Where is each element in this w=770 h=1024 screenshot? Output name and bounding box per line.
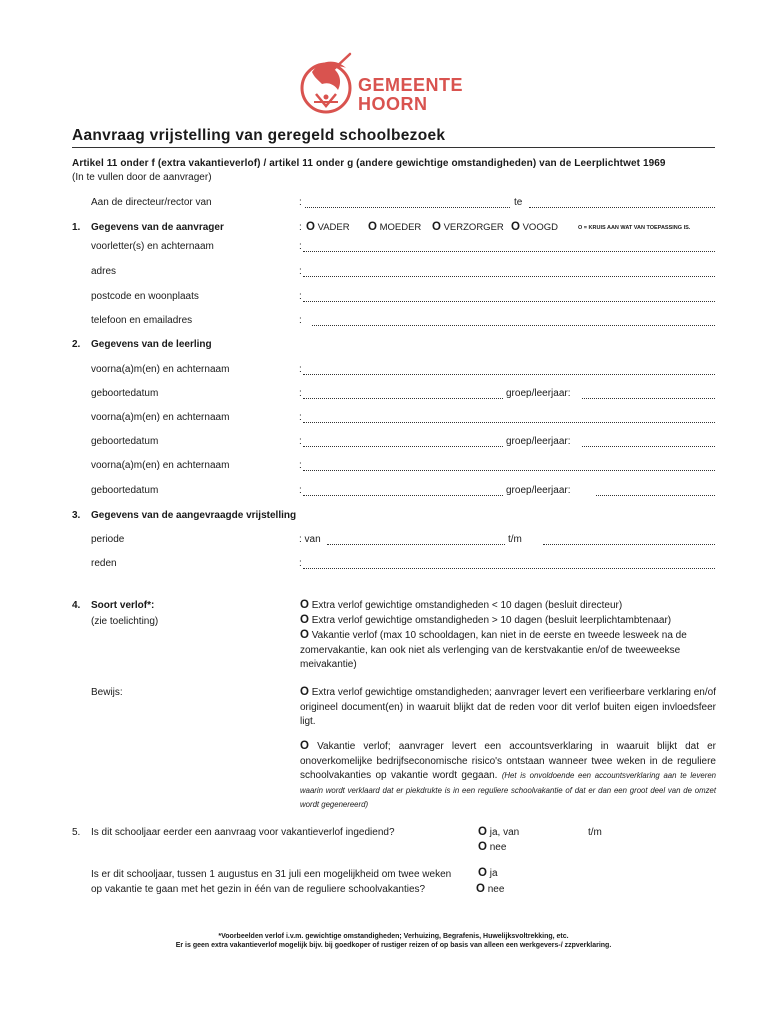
student3-name-field[interactable] — [303, 470, 715, 471]
periode-label: periode — [91, 534, 125, 545]
student3-group-label: groep/leerjaar: — [506, 485, 571, 496]
applicant-postcode-field[interactable] — [303, 301, 715, 302]
student2-name-field[interactable] — [303, 422, 715, 423]
radio-q2-no-icon: O — [476, 883, 485, 895]
school-name-field[interactable] — [305, 207, 510, 208]
footnote-restrictions: Er is geen extra vakantieverlof mogelijk bijv. bij goedkoper of rustiger reizen of op basis van alleen een werkgevers-/ zzpverklaring. — [175, 942, 612, 949]
section1-number: 1. — [72, 222, 81, 233]
q2-no-option[interactable]: O nee — [476, 883, 505, 895]
student3-group-field[interactable] — [596, 495, 715, 496]
applicant-name-field[interactable] — [303, 251, 715, 252]
student1-dob-field[interactable] — [303, 398, 503, 399]
unicorn-crest-icon — [298, 50, 360, 120]
student2-dob-field[interactable] — [303, 446, 503, 447]
van-label: : van — [299, 534, 321, 545]
student1-name-label: voorna(a)m(en) en achternaam — [91, 364, 230, 375]
student2-group-field[interactable] — [582, 446, 715, 447]
bewijs-label: Bewijs: — [91, 687, 123, 698]
student3-name-label: voorna(a)m(en) en achternaam — [91, 460, 230, 471]
question1: Is dit schooljaar eerder een aanvraag voor vakantieverlof ingediend? — [91, 827, 395, 838]
radio-q1-no-icon: O — [478, 841, 487, 853]
radio-verzorger-icon: O — [432, 221, 441, 233]
reden-label: reden — [91, 558, 117, 569]
student2-dob-label: geboortedatum — [91, 436, 159, 447]
form-instruction: (In te vullen door de aanvrager) — [72, 172, 212, 183]
intro-label: Aan de directeur/rector van — [91, 197, 212, 208]
option-voogd[interactable]: O VOOGD — [511, 221, 558, 233]
section2-title: Gegevens van de leerling — [91, 339, 212, 350]
q1-no-option[interactable]: O nee — [478, 841, 507, 853]
reden-field[interactable] — [303, 568, 715, 569]
bullet-o-icon: O — [300, 740, 309, 752]
title-divider — [72, 147, 715, 148]
section4-title: Soort verlof*: — [91, 600, 155, 611]
section2-number: 2. — [72, 339, 81, 350]
student3-dob-field[interactable] — [303, 495, 503, 496]
verlof-option2[interactable]: O Extra verlof gewichtige omstandigheden > 10 dagen (besluit leerplichtambtenaar) — [300, 614, 672, 626]
section1-title: Gegevens van de aanvrager — [91, 222, 224, 233]
form-subtitle: Artikel 11 onder f (extra vakantieverlof) / artikel 11 onder g (andere gewichtige omstandigheden) van de Leerplichtwet 1969 — [72, 158, 666, 169]
verlof-option1[interactable]: O Extra verlof gewichtige omstandigheden < 10 dagen (besluit directeur) — [300, 599, 623, 611]
option-verzorger[interactable]: O VERZORGER — [432, 221, 504, 233]
student2-group-label: groep/leerjaar: — [506, 436, 571, 447]
student1-name-field[interactable] — [303, 374, 715, 375]
section5-number: 5. — [72, 827, 81, 838]
applicant-phone-field[interactable] — [312, 325, 715, 326]
option-vader[interactable]: O VADER — [306, 221, 350, 233]
bewijs-vakantie-verlof: O Vakantie verlof; aanvrager levert een accountsverklaring in waaruit blijkt dat er onoverkomelijke bedrijfseconomische risico's ontstaan wanneer twee weken in de reguliere schoolvakanties op vakantie wordt gegaan. (Het is onvoldoende een accountsverklaring aan te leveren waarin wordt verklaard dat er piekdrukte is in een reguliere schoolvakantie of dat er dan een groot deel van de omzet wordt gegenereerd) — [300, 740, 717, 809]
radio-q2-yes-icon: O — [478, 867, 487, 879]
form-title: Aanvraag vrijstelling van geregeld schoolbezoek — [72, 127, 446, 144]
student1-group-label: groep/leerjaar: — [506, 388, 571, 399]
bewijs-note: (Het is onvoldoende een accountsverklaring aan te leveren waarin wordt verklaard dat er piekdrukte is in een reguliere schoolvakantie of dat er dan een groot deel van de omzet wordt gegenereerd) — [300, 771, 716, 809]
option-moeder[interactable]: O MOEDER — [368, 221, 422, 233]
te-label: te — [514, 197, 523, 208]
field-label-phone: telefoon en emailadres — [91, 315, 193, 326]
question2: Is er dit schooljaar, tussen 1 augustus en 31 juli een mogelijkheid om twee weken op vakantie te gaan met het gezin in één van de reguliere schoolvakanties? — [91, 869, 452, 895]
footnote-examples: *Voorbeelden verlof i.v.m. gewichtige omstandigheden; Verhuizing, Begrafenis, Huwelijksvoltrekking, etc. — [218, 933, 569, 940]
period-start-field[interactable] — [327, 544, 505, 545]
radio-voogd-icon: O — [511, 221, 520, 233]
period-end-field[interactable] — [543, 544, 715, 545]
section3-title: Gegevens van de aangevraagde vrijstelling — [91, 510, 297, 521]
radio-option1-icon: O — [300, 599, 309, 611]
tm-label: t/m — [508, 534, 522, 545]
gemeente-hoorn-logo — [298, 50, 478, 120]
radio-vader-icon: O — [306, 221, 315, 233]
school-location-field[interactable] — [529, 207, 715, 208]
radio-moeder-icon: O — [368, 221, 377, 233]
bewijs-extra-verlof: O Extra verlof gewichtige omstandigheden; aanvrager levert een verifieerbare verklaring en/of origineel document(en) in waaruit blijkt dat de reden voor dit verlof buiten eigen invloedsfeer ligt. — [300, 686, 716, 727]
bullet-o-icon: O — [300, 686, 309, 698]
radio-option3-icon: O — [300, 629, 309, 641]
q1-yes-option[interactable]: O ja, van — [478, 826, 520, 838]
student2-name-label: voorna(a)m(en) en achternaam — [91, 412, 230, 423]
student1-dob-label: geboortedatum — [91, 388, 159, 399]
logo-line1: GEMEENTE — [358, 75, 464, 95]
field-label-name: voorletter(s) en achternaam — [91, 241, 214, 252]
section4-hint: (zie toelichting) — [91, 616, 159, 627]
q1-tm-label: t/m — [588, 827, 602, 838]
radio-q1-yes-icon: O — [478, 826, 487, 838]
section3-number: 3. — [72, 510, 81, 521]
logo-line2: HOORN — [358, 94, 428, 114]
field-label-adres: adres — [91, 266, 117, 277]
selection-note: O = KRUIS AAN WAT VAN TOEPASSING IS. — [578, 225, 691, 231]
section4-number: 4. — [72, 600, 81, 611]
q2-yes-option[interactable]: O ja — [478, 867, 498, 879]
radio-option2-icon: O — [300, 614, 309, 626]
student1-group-field[interactable] — [582, 398, 715, 399]
logo-wordmark — [358, 76, 463, 114]
student3-dob-label: geboortedatum — [91, 485, 159, 496]
field-label-postcode: postcode en woonplaats — [91, 291, 199, 302]
verlof-option3[interactable]: O Vakantie verlof (max 10 schooldagen, kan niet in de eerste en tweede lesweek na de zomervakantie, kan ook niet als verlenging van de kerstvakantie en/of de tweeweekse meivakantie) — [300, 629, 687, 670]
applicant-address-field[interactable] — [303, 276, 715, 277]
